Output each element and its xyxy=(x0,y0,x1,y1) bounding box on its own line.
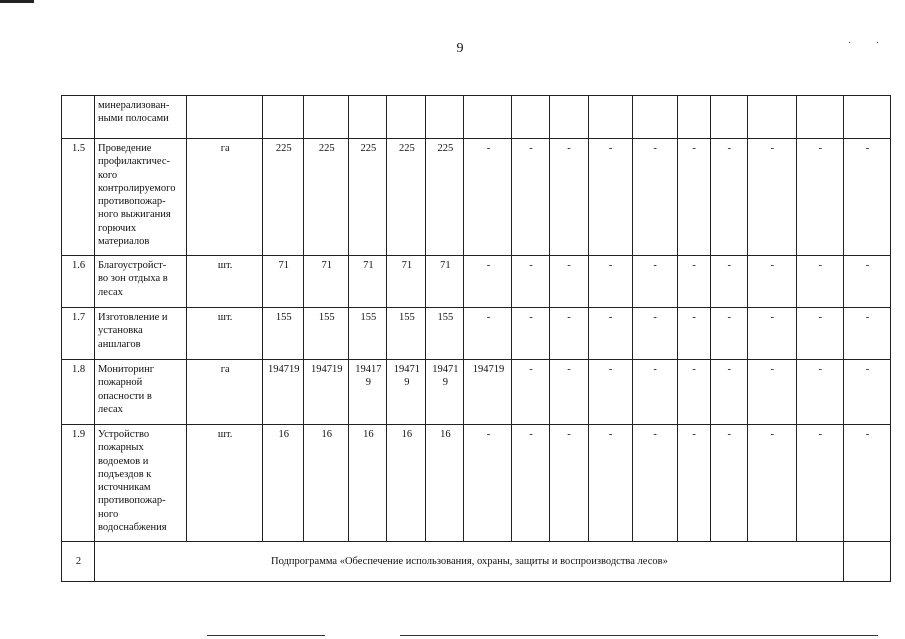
row-value-cell: - xyxy=(549,256,588,308)
row-unit: шт. xyxy=(187,308,263,360)
row-value-cell: - xyxy=(588,256,632,308)
row-value-cell: 225 xyxy=(426,139,464,256)
row-value-cell: - xyxy=(710,360,747,425)
row-value-cell: - xyxy=(796,360,843,425)
row-value-cell: - xyxy=(796,256,843,308)
row-value-cell: - xyxy=(677,360,710,425)
row-value-cell xyxy=(677,96,710,139)
row-number: 1.9 xyxy=(62,425,95,542)
row-value-cell xyxy=(549,96,588,139)
subprogram-number: 2 xyxy=(62,542,95,582)
row-value-cell: 19417 9 xyxy=(349,360,387,425)
row-value-cell: 225 xyxy=(349,139,387,256)
row-value-cell: 16 xyxy=(263,425,304,542)
row-value-cell: 194719 xyxy=(464,360,512,425)
row-value-cell: - xyxy=(796,139,843,256)
row-value-cell: - xyxy=(464,308,512,360)
program-table xyxy=(61,95,891,582)
row-value-cell xyxy=(387,96,426,139)
row-value-cell: - xyxy=(549,308,588,360)
row-value-cell: 194719 xyxy=(304,360,349,425)
table-row xyxy=(62,139,891,256)
row-value-cell: - xyxy=(512,256,549,308)
row-value-cell: 71 xyxy=(426,256,464,308)
row-activity-name: минерализован- ными полосами xyxy=(95,96,187,139)
row-value-cell: 16 xyxy=(304,425,349,542)
row-value-cell: - xyxy=(796,308,843,360)
row-unit: шт. xyxy=(187,256,263,308)
row-value-cell xyxy=(512,96,549,139)
row-value-cell: 194719 xyxy=(263,360,304,425)
corner-mark xyxy=(0,0,34,3)
row-value-cell: 16 xyxy=(349,425,387,542)
row-value-cell: - xyxy=(747,360,796,425)
row-value-cell: 155 xyxy=(304,308,349,360)
table-row xyxy=(62,96,891,139)
row-value-cell xyxy=(349,96,387,139)
row-value-cell: - xyxy=(512,308,549,360)
row-value-cell: - xyxy=(747,256,796,308)
footer-rule xyxy=(207,635,325,636)
row-value-cell: - xyxy=(512,139,549,256)
table-row xyxy=(62,360,891,425)
scan-speck: · xyxy=(876,38,880,49)
row-value-cell xyxy=(426,96,464,139)
row-value-cell: - xyxy=(464,139,512,256)
row-value-cell: - xyxy=(632,139,677,256)
row-value-cell: - xyxy=(588,360,632,425)
row-value-cell: - xyxy=(512,425,549,542)
row-value-cell: - xyxy=(588,139,632,256)
row-value-cell: - xyxy=(747,139,796,256)
row-value-cell: - xyxy=(796,425,843,542)
row-activity-name: Благоустройст- во зон отдыха в лесах xyxy=(95,256,187,308)
row-value-cell: - xyxy=(632,360,677,425)
row-value-cell xyxy=(588,96,632,139)
row-value-cell: - xyxy=(710,139,747,256)
row-activity-name: Изготовление и установка аншлагов xyxy=(95,308,187,360)
row-value-cell: - xyxy=(632,256,677,308)
row-value-cell: - xyxy=(710,425,747,542)
table-row xyxy=(62,256,891,308)
row-value-cell: - xyxy=(549,425,588,542)
row-value-cell: - xyxy=(464,256,512,308)
row-value-cell: 19471 9 xyxy=(426,360,464,425)
row-value-cell: - xyxy=(747,308,796,360)
row-value-cell: - xyxy=(512,360,549,425)
row-value-cell xyxy=(710,96,747,139)
table-row xyxy=(62,425,891,542)
row-value-cell: 155 xyxy=(387,308,426,360)
row-value-cell: 16 xyxy=(387,425,426,542)
row-number: 1.5 xyxy=(62,139,95,256)
row-number: 1.6 xyxy=(62,256,95,308)
row-value-cell: 16 xyxy=(426,425,464,542)
row-value-cell xyxy=(464,96,512,139)
row-value-cell: 225 xyxy=(263,139,304,256)
row-number xyxy=(62,96,95,139)
row-value-cell: - xyxy=(677,256,710,308)
row-value-cell: 225 xyxy=(304,139,349,256)
row-unit: шт. xyxy=(187,425,263,542)
row-value-cell: - xyxy=(747,425,796,542)
row-value-cell xyxy=(263,96,304,139)
row-value-cell: 71 xyxy=(387,256,426,308)
row-value-cell xyxy=(843,96,890,139)
row-value-cell: - xyxy=(549,360,588,425)
subprogram-title: Подпрограмма «Обеспечение использования, охраны, защиты и воспроизводства лесов» xyxy=(95,542,844,582)
row-activity-name: Проведение профилактичес- кого контролируемого противопожар- ного выжигания горючих материалов xyxy=(95,139,187,256)
row-activity-name: Устройство пожарных водоемов и подъездов к источникам противопожар- ного водоснабжения xyxy=(95,425,187,542)
row-value-cell: - xyxy=(843,308,890,360)
row-value-cell: - xyxy=(549,139,588,256)
row-value-cell: - xyxy=(464,425,512,542)
row-value-cell xyxy=(632,96,677,139)
row-value-cell: - xyxy=(677,308,710,360)
row-value-cell: 155 xyxy=(263,308,304,360)
row-value-cell: 71 xyxy=(349,256,387,308)
row-value-cell xyxy=(796,96,843,139)
row-value-cell: 225 xyxy=(387,139,426,256)
row-value-cell: - xyxy=(677,425,710,542)
row-value-cell: - xyxy=(710,308,747,360)
row-value-cell: - xyxy=(588,308,632,360)
subprogram-row xyxy=(62,542,891,582)
row-unit xyxy=(187,96,263,139)
row-number: 1.7 xyxy=(62,308,95,360)
scan-speck: · xyxy=(848,38,852,49)
table-row xyxy=(62,308,891,360)
row-activity-name: Мониторинг пожарной опасности в лесах xyxy=(95,360,187,425)
row-value-cell: - xyxy=(843,139,890,256)
row-number: 1.8 xyxy=(62,360,95,425)
row-value-cell: - xyxy=(843,425,890,542)
row-unit: га xyxy=(187,360,263,425)
row-unit: га xyxy=(187,139,263,256)
row-value-cell: - xyxy=(588,425,632,542)
row-value-cell: 71 xyxy=(263,256,304,308)
row-value-cell: 19471 9 xyxy=(387,360,426,425)
row-value-cell: - xyxy=(843,360,890,425)
row-value-cell: - xyxy=(677,139,710,256)
row-value-cell: - xyxy=(632,308,677,360)
row-value-cell xyxy=(747,96,796,139)
subprogram-empty-cell xyxy=(843,542,890,582)
footer-rule xyxy=(400,635,878,636)
row-value-cell: - xyxy=(632,425,677,542)
page-number: 9 xyxy=(456,41,464,56)
row-value-cell: 71 xyxy=(304,256,349,308)
row-value-cell: - xyxy=(710,256,747,308)
row-value-cell: 155 xyxy=(426,308,464,360)
row-value-cell: 155 xyxy=(349,308,387,360)
row-value-cell xyxy=(304,96,349,139)
row-value-cell: - xyxy=(843,256,890,308)
